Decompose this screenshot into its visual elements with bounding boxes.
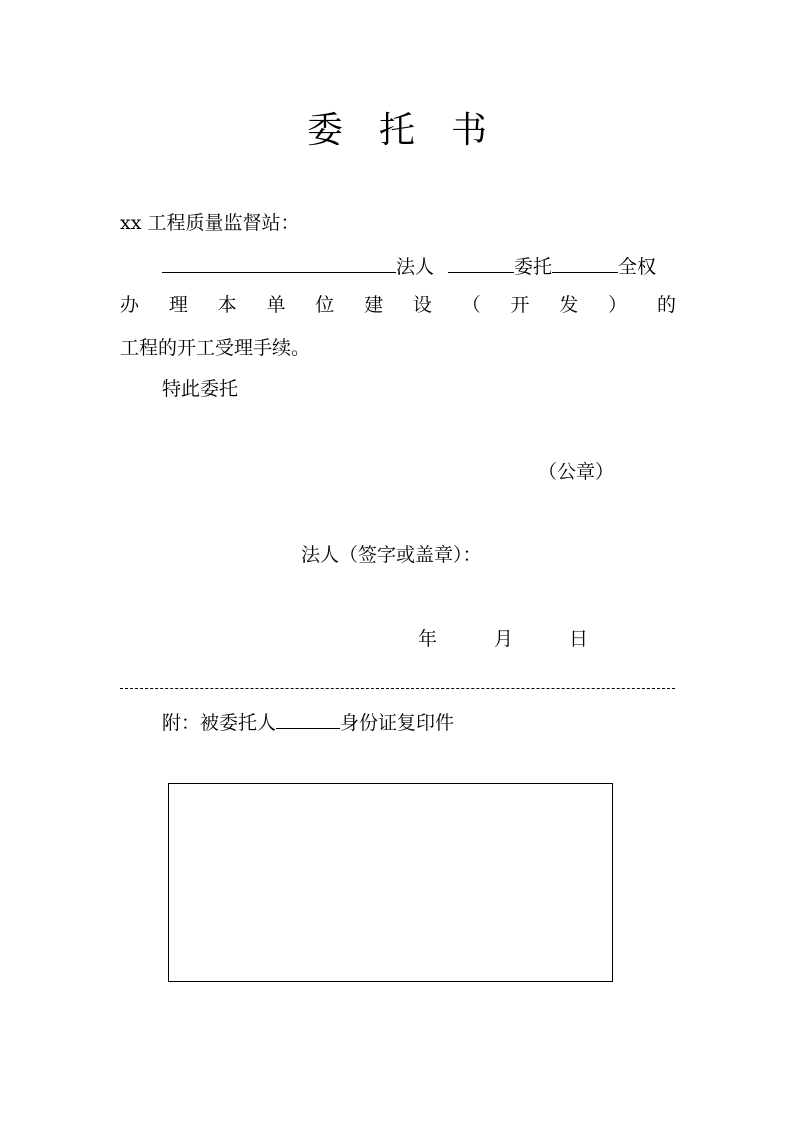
recipient: xx 工程质量监督站：: [120, 212, 300, 234]
seal-label: （公章）: [538, 461, 615, 483]
closing-text: 特此委托: [162, 378, 239, 400]
justified-line: [120, 293, 676, 317]
attachment-prefix: 附：被委托人: [162, 712, 277, 734]
entrust-label: 委托: [514, 256, 553, 278]
cut-line-divider: [120, 688, 675, 689]
company-name-blank[interactable]: [162, 254, 396, 273]
id-copy-box: [168, 783, 613, 982]
line-char: 建: [364, 294, 384, 316]
title-char: 托: [378, 110, 415, 151]
line-char: （: [461, 294, 481, 316]
signature-label: 法人（签字或盖章）：: [301, 544, 482, 566]
title-char: 委: [306, 110, 343, 151]
date-day-label: 日: [569, 628, 589, 650]
agent-name-blank-attachment[interactable]: [276, 710, 340, 729]
legal-person-name-blank[interactable]: [448, 254, 514, 273]
attachment-line: [162, 710, 454, 735]
date-month-label: 月: [494, 628, 514, 650]
document-title: [0, 102, 794, 153]
line-char: 本: [217, 294, 237, 316]
line-char: 设: [412, 294, 432, 316]
body-line-3: 工程的开工受理手续。: [120, 337, 311, 359]
title-char: 书: [451, 110, 488, 151]
date-year-label: 年: [418, 628, 438, 650]
line-char: 发: [559, 294, 579, 316]
agent-name-blank[interactable]: [552, 254, 618, 273]
line-char: 位: [315, 294, 335, 316]
line-char: 的: [656, 294, 676, 316]
line-char: 开: [510, 294, 530, 316]
legal-person-label: 法人: [396, 256, 435, 278]
line-char: ）: [608, 294, 628, 316]
line-char: 理: [168, 294, 188, 316]
authorization-line: [162, 254, 656, 279]
line-char: 单: [266, 294, 286, 316]
full-authority-label: 全权: [618, 256, 657, 278]
line-char: 办: [120, 294, 140, 316]
attachment-suffix: 身份证复印件: [340, 712, 455, 734]
